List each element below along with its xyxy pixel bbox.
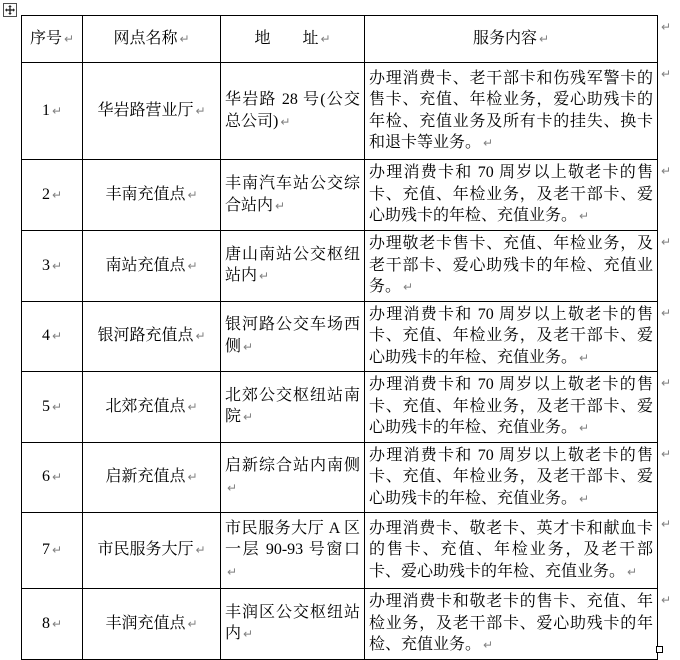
paragraph-mark-icon: ↵ — [195, 103, 206, 118]
move-arrows-icon — [5, 5, 15, 15]
cell-site-name — [83, 589, 221, 660]
paragraph-mark-icon: ↵ — [187, 187, 198, 202]
paragraph-mark-icon: ↵ — [403, 280, 414, 294]
cell-site-name — [83, 372, 221, 443]
paragraph-mark-icon: ↵ — [51, 470, 63, 484]
cell-number-text: 5 — [41, 397, 50, 415]
cell-site-name-text: 启新充值点 — [105, 468, 186, 485]
row-end-mark-icon: ↵ — [661, 517, 672, 531]
paragraph-mark-icon: ↵ — [51, 329, 63, 343]
table-row — [22, 589, 658, 660]
paragraph-mark-icon: ↵ — [280, 114, 291, 129]
cell-site-name-text: 华岩路营业厅 — [97, 101, 194, 119]
cell-service-content — [365, 442, 658, 513]
column-header — [22, 16, 83, 63]
table-row — [22, 231, 658, 302]
paragraph-mark-icon: ↵ — [187, 616, 198, 631]
column-header-label: 网点名称 — [113, 29, 178, 47]
cell-site-name — [83, 63, 221, 160]
paragraph-mark-icon: ↵ — [51, 616, 63, 631]
paragraph-mark-icon: ↵ — [538, 31, 550, 46]
cell-number — [22, 160, 83, 231]
paragraph-mark-icon: ↵ — [320, 31, 331, 46]
table-row — [22, 301, 658, 372]
cell-address-text: 华岩路 28 号(公交总公司) — [225, 91, 360, 130]
cell-site-name — [83, 442, 221, 513]
cell-number-text: 3 — [41, 256, 50, 274]
cell-site-name — [83, 513, 221, 589]
paragraph-mark-icon: ↵ — [51, 258, 63, 273]
cell-number — [22, 442, 83, 513]
table-row — [22, 160, 658, 231]
cell-address — [221, 231, 365, 302]
paragraph-mark-icon: ↵ — [243, 410, 254, 425]
cell-site-name-text: 北郊充值点 — [105, 397, 186, 415]
table-row — [22, 372, 658, 443]
cell-service-content — [365, 301, 658, 372]
paragraph-mark-icon: ↵ — [579, 491, 590, 506]
paragraph-mark-icon: ↵ — [579, 421, 590, 435]
cell-site-name — [83, 301, 221, 372]
row-end-mark-icon: ↵ — [661, 235, 672, 249]
paragraph-mark-icon: ↵ — [627, 564, 638, 579]
cell-address — [221, 513, 365, 589]
cell-number — [22, 301, 83, 372]
cell-site-name-text: 丰南充值点 — [105, 185, 186, 203]
paragraph-mark-icon: ↵ — [483, 638, 494, 652]
column-header — [365, 16, 658, 63]
cell-address-text: 丰南汽车站公交综合站内 — [225, 175, 360, 214]
cell-address — [221, 63, 365, 160]
row-end-mark-icon: ↵ — [661, 164, 672, 178]
cell-site-name-text: 银河路充值点 — [97, 327, 194, 344]
paragraph-mark-icon: ↵ — [227, 480, 238, 495]
cell-site-name-text: 南站充值点 — [105, 256, 186, 274]
column-header-label: 序号 — [29, 29, 62, 47]
cell-address-text: 唐山南站公交枢纽站内 — [225, 245, 360, 285]
cell-service-content-text: 办理消费卡和 70 周岁以上敬老卡的售卡、充值、年检业务，及老干部卡、爱心助残卡的年检、充值业务。 — [369, 446, 653, 507]
cell-number-text: 6 — [41, 468, 50, 485]
cell-service-content-text: 办理消费卡和 70 周岁以上敬老卡的售卡、充值、年检业务，及老干部卡、爱心助残卡的年检、充值业务。 — [369, 164, 653, 225]
paragraph-mark-icon: ↵ — [51, 187, 63, 202]
cell-site-name-text: 丰润充值点 — [105, 614, 186, 632]
cell-number-text: 2 — [41, 185, 50, 203]
cell-address-text: 北郊公交枢纽站南院 — [225, 386, 360, 426]
cell-site-name — [83, 231, 221, 302]
table-row — [22, 63, 658, 160]
paragraph-mark-icon: ↵ — [579, 209, 590, 224]
cell-service-content — [365, 63, 658, 160]
cell-number — [22, 372, 83, 443]
cell-service-content — [365, 589, 658, 660]
paragraph-mark-icon: ↵ — [179, 31, 190, 46]
cell-number-text: 7 — [41, 541, 50, 559]
paragraph-mark-icon: ↵ — [187, 258, 198, 273]
cell-address — [221, 160, 365, 231]
cell-address-text: 启新综合站内南侧 — [225, 457, 360, 475]
paragraph-mark-icon: ↵ — [51, 103, 63, 118]
header-row — [22, 16, 658, 63]
paragraph-mark-icon: ↵ — [187, 470, 198, 484]
paragraph-mark-icon: ↵ — [195, 329, 206, 343]
cell-address — [221, 301, 365, 372]
row-end-mark-icon: ↵ — [661, 67, 672, 81]
paragraph-mark-icon: ↵ — [195, 543, 206, 558]
column-header — [83, 16, 221, 63]
paragraph-mark-icon: ↵ — [275, 198, 286, 213]
service-network-table — [21, 15, 658, 660]
table-row — [22, 513, 658, 589]
column-header — [221, 16, 365, 63]
cell-address — [221, 372, 365, 443]
cell-service-content-text: 办理消费卡和 70 周岁以上敬老卡的售卡、充值、年检业务，及老干部卡、爱心助残卡的年检、充值业务。 — [369, 376, 653, 436]
paragraph-mark-icon: ↵ — [51, 399, 63, 414]
cell-service-content — [365, 160, 658, 231]
cell-number — [22, 231, 83, 302]
paragraph-mark-icon: ↵ — [483, 136, 494, 150]
cell-number — [22, 63, 83, 160]
cell-number — [22, 513, 83, 589]
paragraph-mark-icon: ↵ — [259, 269, 270, 284]
cell-service-content — [365, 513, 658, 589]
row-end-mark-icon: ↵ — [661, 593, 672, 607]
cell-service-content — [365, 231, 658, 302]
row-end-mark-icon: ↵ — [661, 447, 672, 461]
cell-address — [221, 442, 365, 513]
cell-address — [221, 589, 365, 660]
paragraph-mark-icon: ↵ — [187, 399, 198, 414]
paragraph-mark-icon: ↵ — [243, 339, 254, 354]
cell-address-text: 丰润区公交枢纽站内 — [225, 603, 360, 643]
cell-service-content-text: 办理消费卡、老干部卡和伤残军警卡的售卡、充值、年检业务，爱心助残卡的年检、充值业务及所有卡的挂失、换卡和退卡等业务。 — [369, 69, 653, 151]
row-end-mark-icon: ↵ — [661, 306, 672, 320]
cell-site-name-text: 市民服务大厅 — [97, 541, 194, 559]
table-resize-handle[interactable] — [656, 646, 663, 653]
cell-number — [22, 589, 83, 660]
cell-address-text: 市民服务大厅 A 区一层 90-93 号窗口 — [225, 519, 360, 559]
paragraph-mark-icon: ↵ — [227, 564, 238, 579]
cell-service-content-text: 办理敬老卡售卡、充值、年检业务，及老干部卡、爱心助残卡的年检、充值业务。 — [369, 235, 653, 295]
paragraph-mark-icon: ↵ — [243, 627, 254, 642]
row-end-mark-icon: ↵ — [661, 376, 672, 390]
cell-service-content-text: 办理消费卡、敬老卡、英才卡和献血卡的售卡、充值、年检业务，及老干部卡、爱心助残卡的年检、充值业务。 — [369, 519, 653, 580]
cell-site-name — [83, 160, 221, 231]
paragraph-mark-icon: ↵ — [51, 543, 63, 558]
cell-number-text: 4 — [41, 327, 50, 344]
column-header-label: 服务内容 — [472, 29, 537, 47]
paragraph-mark-icon: ↵ — [63, 31, 75, 46]
paragraph-mark-icon: ↵ — [579, 350, 590, 365]
table-row — [22, 442, 658, 513]
cell-address-text: 银河路公交车场西侧 — [225, 316, 360, 355]
cell-number-text: 8 — [41, 614, 50, 632]
cell-service-content — [365, 372, 658, 443]
table-move-handle[interactable] — [3, 3, 17, 17]
cell-service-content-text: 办理消费卡和 70 周岁以上敬老卡的售卡、充值、年检业务，及老干部卡、爱心助残卡的年检、充值业务。 — [369, 305, 653, 366]
cell-number-text: 1 — [41, 101, 50, 119]
cell-service-content-text: 办理消费卡和敬老卡的售卡、充值、年检业务，及老干部卡、爱心助残卡的年检、充值业务。 — [369, 593, 653, 653]
row-end-mark-icon: ↵ — [661, 20, 672, 34]
column-header-label: 地 址 — [254, 29, 319, 47]
